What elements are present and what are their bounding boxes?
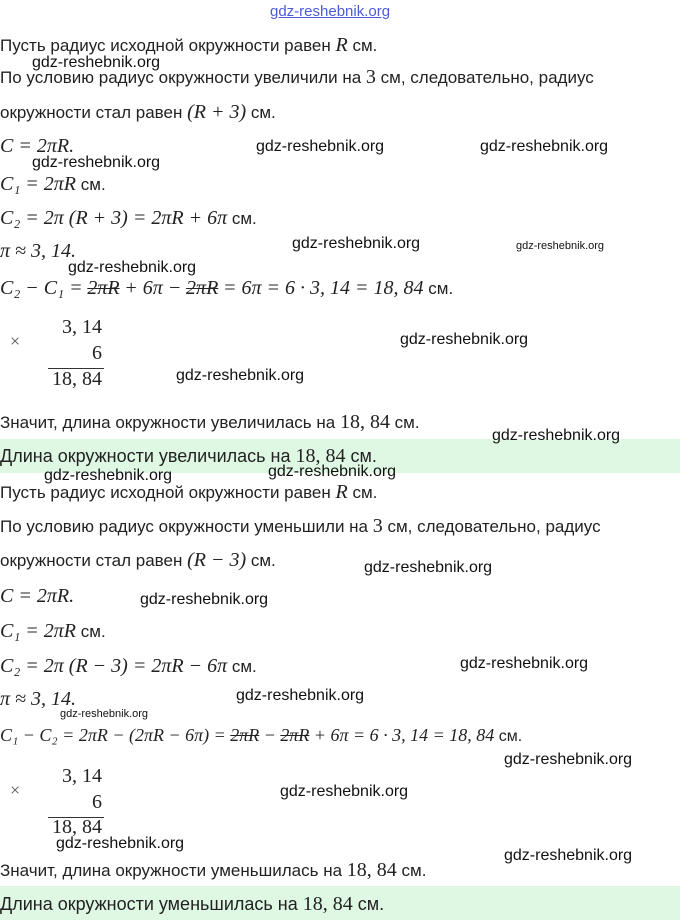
watermark: gdz-reshebnik.org (504, 847, 633, 864)
part2-diff-left: C₁ − C₂ = 2πR − (2πR − 6π) = (0, 725, 226, 745)
part2-intro-text: Пусть радиус исходной окружности равен (0, 483, 331, 502)
part1-diff-unit: см. (423, 279, 454, 298)
part2-intro-var: R (335, 481, 348, 503)
part2-formula-c2-unit: см. (227, 657, 257, 676)
part2-answer-text: Длина окружности уменьшилась на (0, 894, 298, 914)
part2-diff-mid: − (263, 725, 276, 745)
part2-cond2-unit: см. (246, 551, 276, 570)
part1-condition-line2 (0, 101, 276, 124)
part1-cond-text: По условию радиус окружности увеличили на (0, 68, 362, 87)
part2-conclusion (0, 859, 426, 882)
watermark: gdz-reshebnik.org (236, 687, 365, 704)
part1-formula-c1-expr: C₁ = 2πR (0, 173, 77, 195)
watermark: gdz-reshebnik.org (516, 240, 605, 252)
part2-cond2-text: окружности стал равен (0, 551, 183, 570)
part2-condition-line1 (0, 515, 601, 538)
watermark: gdz-reshebnik.org (32, 54, 161, 71)
watermark: gdz-reshebnik.org (256, 138, 385, 155)
part1-cond-rest: см, следовательно, радиус (375, 68, 594, 87)
part1-answer-text: Длина окружности увеличилась на (0, 446, 291, 466)
part2-conclusion-num: 18, 84 (346, 859, 397, 881)
part1-conclusion-text: Значит, длина окружности увеличилась на (0, 413, 336, 432)
part2-answer-unit: см. (352, 894, 385, 914)
watermark: gdz-reshebnik.org (140, 591, 269, 608)
watermark: gdz-reshebnik.org (268, 463, 397, 480)
part2-diff-strike2: 2πR (280, 725, 310, 745)
watermark: gdz-reshebnik.org (68, 259, 197, 276)
part1-cond2-text: окружности стал равен (0, 103, 183, 122)
part1-difference (0, 277, 453, 300)
part1-diff-right: = 6π = 6 · 3, 14 = 18, 84 (223, 277, 424, 299)
part1-answer-num: 18, 84 (295, 445, 346, 467)
watermark: gdz-reshebnik.org (32, 154, 161, 171)
part2-calc-top: 3, 14 (62, 765, 102, 787)
part2-formula-c1-expr: C₁ = 2πR (0, 620, 77, 642)
part2-calc-mid: 6 (92, 791, 102, 813)
part1-conclusion (0, 411, 420, 434)
part2-intro-unit: см. (347, 483, 378, 502)
part1-formula-c2-unit: см. (227, 209, 257, 228)
part1-formula-c1 (0, 173, 106, 196)
watermark: gdz-reshebnik.org (504, 751, 633, 768)
watermark: gdz-reshebnik.org (56, 835, 185, 852)
part1-conclusion-num: 18, 84 (339, 411, 390, 433)
part1-conclusion-unit: см. (389, 413, 420, 432)
part1-intro-text: Пусть радиус исходной окружности равен (0, 36, 331, 55)
part2-calc-sign: × (10, 780, 21, 800)
part2-answer-num: 18, 84 (302, 893, 353, 915)
part2-diff-right: + 6π = 6 · 3, 14 = 18, 84 (313, 725, 495, 745)
part1-calc-sign: × (10, 331, 21, 351)
part1-formula-c1-unit: см. (76, 175, 106, 194)
part1-intro-unit: см. (347, 36, 378, 55)
part1-cond2-expr: (R + 3) (187, 101, 247, 123)
part1-pi-approx: π ≈ 3, 14. (0, 240, 76, 262)
part2-calc-result: 18, 84 (52, 816, 102, 838)
part2-formula-c: C = 2πR. (0, 585, 75, 607)
part2-conclusion-unit: см. (396, 861, 427, 880)
part1-calc-result: 18, 84 (52, 368, 102, 390)
part2-condition-line2 (0, 549, 276, 572)
watermark: gdz-reshebnik.org (292, 235, 421, 252)
watermark: gdz-reshebnik.org (364, 559, 493, 576)
watermark: gdz-reshebnik.org (44, 467, 173, 484)
watermark: gdz-reshebnik.org (280, 783, 409, 800)
part1-formula-c2-expr: C₂ = 2π (R + 3) = 2πR + 6π (0, 207, 228, 229)
part2-cond2-expr: (R − 3) (187, 549, 247, 571)
part2-answer (0, 893, 384, 916)
watermark: gdz-reshebnik.org (400, 331, 529, 348)
part2-diff-strike1: 2πR (230, 725, 260, 745)
part1-diff-mid: + 6π − (124, 277, 182, 299)
watermark: gdz-reshebnik.org (60, 708, 149, 720)
part2-pi-approx: π ≈ 3, 14. (0, 688, 76, 710)
part1-formula-c: C = 2πR. (0, 135, 75, 157)
watermark: gdz-reshebnik.org (460, 655, 589, 672)
part2-formula-c1-unit: см. (76, 622, 106, 641)
part1-diff-left: C₂ − C₁ = (0, 277, 83, 299)
watermark: gdz-reshebnik.org (480, 138, 609, 155)
part2-cond-text: По условию радиус окружности уменьшили на (0, 517, 369, 536)
part1-cond2-unit: см. (246, 103, 276, 122)
part1-formula-c2 (0, 207, 257, 230)
part1-diff-strike1: 2πR (87, 277, 120, 299)
part1-intro-var: R (335, 34, 348, 56)
part1-answer-unit: см. (345, 446, 377, 466)
part2-difference (0, 725, 522, 746)
part1-calc-top: 3, 14 (62, 316, 102, 338)
part1-cond-num: 3 (365, 66, 376, 88)
watermark-top: gdz-reshebnik.org (270, 3, 391, 20)
watermark: gdz-reshebnik.org (492, 427, 621, 444)
part1-diff-strike2: 2πR (186, 277, 219, 299)
part2-cond-num: 3 (372, 515, 383, 537)
part2-formula-c2-expr: C₂ = 2π (R − 3) = 2πR − 6π (0, 655, 228, 677)
part2-conclusion-text: Значит, длина окружности уменьшилась на (0, 861, 343, 880)
part2-formula-c1 (0, 620, 106, 643)
watermark: gdz-reshebnik.org (176, 367, 305, 384)
part2-diff-unit: см. (494, 728, 523, 745)
part2-formula-c2 (0, 655, 257, 678)
part2-cond-rest: см, следовательно, радиус (382, 517, 601, 536)
part1-calc-mid: 6 (92, 342, 102, 364)
